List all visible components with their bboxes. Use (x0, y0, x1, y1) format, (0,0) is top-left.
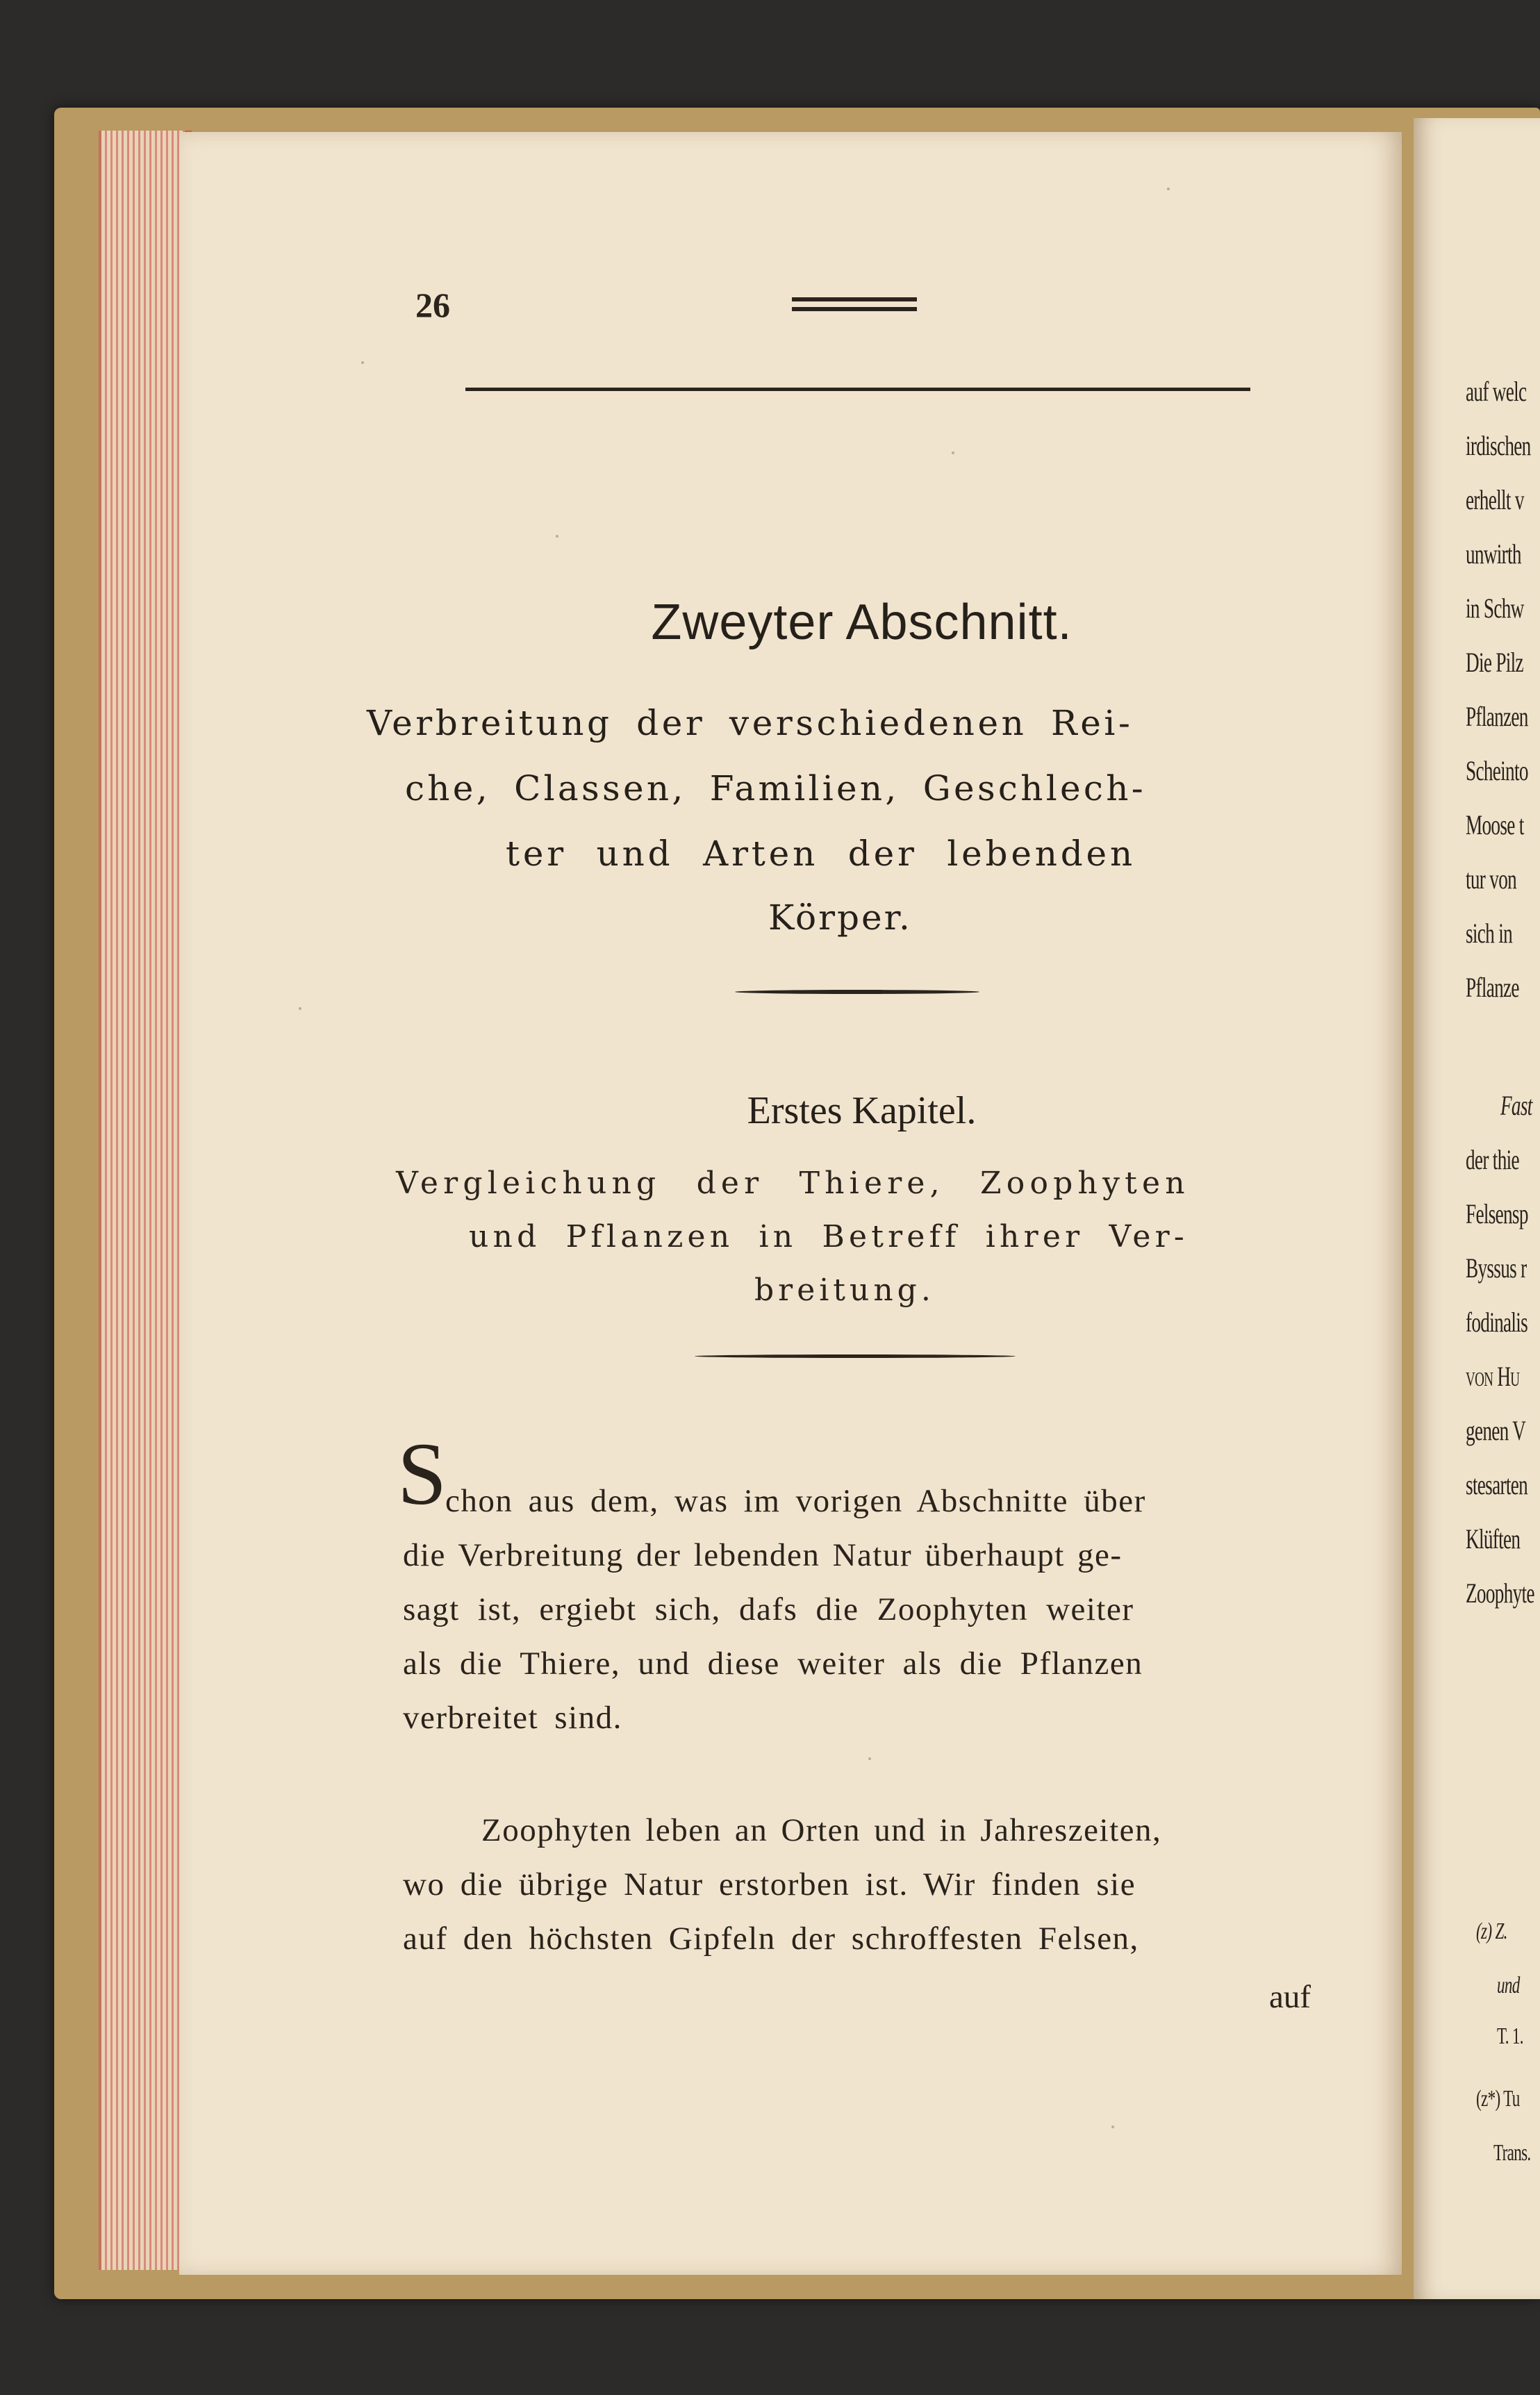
facing-line-5: in Schw (1466, 592, 1524, 624)
facing-line-15: Felsensp (1466, 1198, 1528, 1229)
facing-line-22: Zoophyte (1466, 1577, 1534, 1609)
facing-line-20: stesarten (1466, 1469, 1528, 1500)
facing-line-2: irdischen (1466, 430, 1531, 461)
paper-speck (1111, 2125, 1114, 2128)
facing-line-14: der thie (1466, 1144, 1519, 1175)
facing-line-17: fodinalis (1466, 1307, 1528, 1338)
facing-footnote-4: (z*) Tu (1476, 2086, 1520, 2112)
paragraph2-line-2: wo die übrige Natur erstorben ist. Wir finden sie (403, 1866, 1136, 1903)
facing-line-18: von Hu (1466, 1361, 1520, 1392)
facing-line-4: unwirth (1466, 538, 1521, 570)
facing-line-11: sich in (1466, 918, 1513, 949)
section-subtitle-line-3: ter und Arten der lebenden (506, 834, 1136, 874)
page-number: 26 (415, 285, 450, 324)
paper-speck (1278, 2000, 1281, 2003)
facing-line-13: Fast (1500, 1090, 1532, 1121)
section-divider-ornament (735, 990, 979, 994)
paragraph2-line-1: Zoophyten leben an Orten und in Jahreszeiten, (481, 1812, 1162, 1848)
facing-footnote-3: T. 1. (1497, 2023, 1523, 2049)
paragraph2-line-3: auf den höchsten Gipfeln der schroffesten Felsen, (403, 1921, 1139, 1957)
paragraph1-line-1: chon aus dem, was im vorigen Abschnitte über (445, 1483, 1146, 1519)
chapter-title: Erstes Kapitel. (747, 1089, 977, 1132)
chapter-divider-ornament (695, 1354, 1016, 1358)
facing-line-1: auf welc (1466, 376, 1527, 407)
chapter-subtitle-line-2: und Pflanzen in Betreff ihrer Ver- (469, 1219, 1189, 1254)
facing-line-8: Scheinto (1466, 755, 1528, 786)
section-subtitle-line-4: Körper. (768, 897, 912, 938)
section-subtitle-line-2: che, Classen, Familien, Geschlech- (405, 768, 1146, 809)
facing-line-9: Moose t (1466, 809, 1524, 840)
page-edges (99, 131, 185, 2270)
paragraph1-line-5: verbreitet sind. (403, 1700, 622, 1736)
facing-line-3: erhellt v (1466, 484, 1524, 515)
paper-speck (556, 535, 558, 538)
facing-line-16: Byssus r (1466, 1252, 1527, 1284)
facing-footnote-2: und (1497, 1973, 1520, 1998)
paper-speck (868, 1757, 871, 1760)
facing-line-19: genen V (1466, 1415, 1526, 1446)
facing-footnote-5: Trans. (1493, 2140, 1531, 2166)
facing-page (1414, 118, 1540, 2299)
header-rule (465, 388, 1250, 391)
facing-line-21: Klüften (1466, 1523, 1521, 1555)
catchword: auf (1268, 1979, 1311, 2015)
section-subtitle-line-1: Verbreitung der verschiedenen Rei- (367, 703, 1134, 743)
paragraph1-line-4: als die Thiere, und diese weiter als die Pflanzen (403, 1646, 1143, 1682)
section-title: Zweyter Abschnitt. (651, 595, 1073, 650)
paper-speck (1167, 188, 1170, 190)
facing-line-6: Die Pilz (1466, 647, 1523, 678)
paragraph1-line-2: die Verbreitung der lebenden Natur überhaupt ge- (403, 1537, 1123, 1573)
paper-speck (299, 1007, 301, 1010)
chapter-subtitle-line-3: breitung. (754, 1273, 935, 1308)
facing-line-12: Pflanze (1466, 972, 1519, 1003)
drop-cap: S (397, 1425, 447, 1523)
chapter-subtitle-line-1: Vergleichung der Thiere, Zoophyten (396, 1166, 1190, 1201)
headpiece-ornament (792, 297, 917, 311)
facing-line-10: tur von (1466, 863, 1517, 895)
paragraph1-line-3: sagt ist, ergiebt sich, dafs die Zoophyten weiter (403, 1591, 1134, 1627)
facing-footnote-1: (z) Z. (1476, 1919, 1507, 1944)
facing-line-7: Pflanzen (1466, 701, 1528, 732)
paper-speck (952, 451, 954, 454)
paper-speck (361, 361, 364, 364)
